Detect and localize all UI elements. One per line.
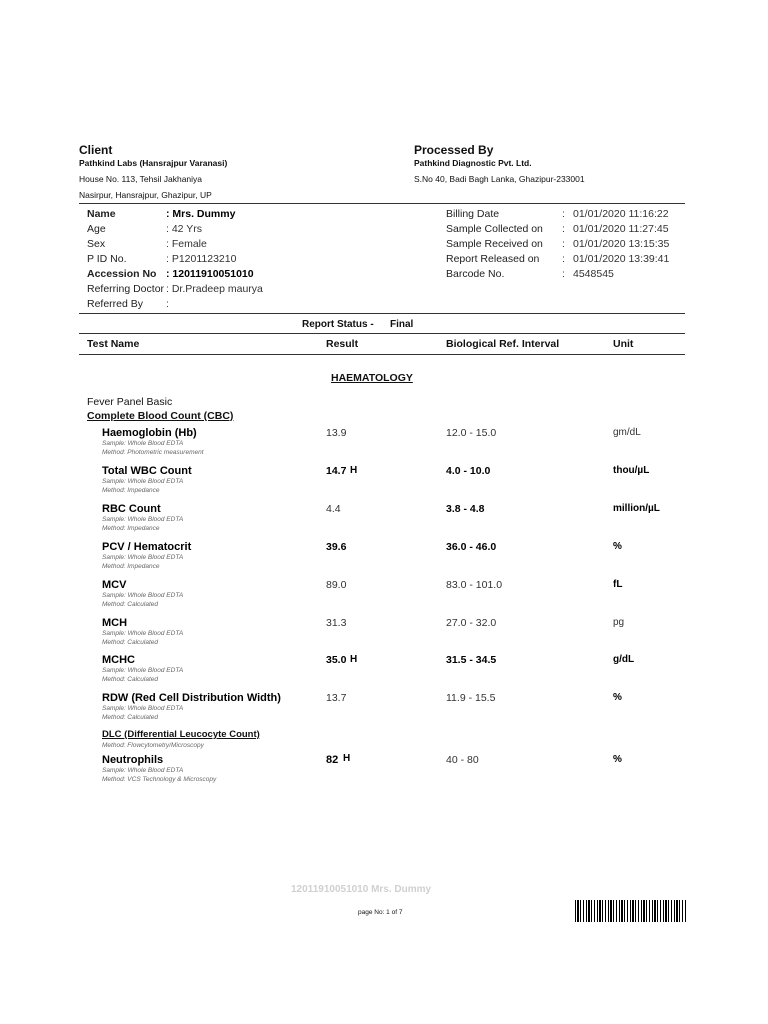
test-sample: Sample: Whole Blood EDTA	[102, 592, 184, 599]
test-row	[102, 503, 702, 539]
test-result: 39.6	[326, 541, 347, 553]
test-sample: Sample: Whole Blood EDTA	[102, 440, 184, 447]
test-unit: fL	[613, 579, 623, 590]
test-ref-range: 36.0 - 46.0	[446, 541, 497, 553]
test-flag-high: H	[350, 654, 358, 665]
processed-by-name: Pathkind Diagnostic Pvt. Ltd.	[414, 158, 532, 168]
test-row	[102, 617, 702, 653]
processed-by-heading: Processed By	[414, 143, 494, 157]
patient-label-sex: Sex	[87, 238, 106, 250]
test-name: Haemoglobin (Hb)	[102, 427, 197, 439]
test-method: Method: Impedance	[102, 487, 160, 494]
test-flag-high: H	[343, 753, 351, 764]
test-name: PCV / Hematocrit	[102, 541, 192, 553]
test-method: Method: Impedance	[102, 525, 160, 532]
test-row	[102, 754, 702, 790]
test-ref-range: 83.0 - 101.0	[446, 579, 503, 591]
test-ref-range: 12.0 - 15.0	[446, 427, 497, 439]
test-name: MCV	[102, 579, 127, 591]
test-sample: Sample: Whole Blood EDTA	[102, 767, 184, 774]
test-ref-range: 11.9 - 15.5	[446, 692, 496, 704]
barcode-no-colon: :	[562, 268, 565, 280]
test-row	[102, 654, 702, 690]
billing-date-label: Billing Date	[446, 208, 500, 220]
sample-collected-value: 01/01/2020 11:27:45	[573, 223, 669, 235]
patient-value-name: : Mrs. Dummy	[166, 208, 236, 220]
billing-date-value: 01/01/2020 11:16:22	[573, 208, 669, 220]
test-name: Neutrophils	[102, 754, 164, 766]
test-unit: pg	[613, 617, 625, 628]
client-address-line2: Nasirpur, Hansrajpur, Ghazipur, UP	[79, 190, 212, 200]
test-row	[102, 579, 702, 615]
test-row	[102, 465, 702, 501]
sample-received-label: Sample Received on	[446, 238, 543, 250]
test-ref-range: 3.8 - 4.8	[446, 503, 485, 515]
test-method: Method: Calculated	[102, 639, 159, 646]
sample-collected-label: Sample Collected on	[446, 223, 543, 235]
test-method: Method: Photometric measurement	[102, 449, 204, 456]
section-title: HAEMATOLOGY	[331, 372, 413, 384]
test-ref-range: 4.0 - 10.0	[446, 465, 491, 477]
test-unit: million/µL	[613, 503, 660, 514]
test-row	[102, 427, 702, 463]
test-name: MCHC	[102, 654, 135, 666]
test-result: 13.7	[326, 692, 347, 704]
test-method: Method: VCS Technology & Microscopy	[102, 776, 217, 783]
sample-received-value: 01/01/2020 13:15:35	[573, 238, 670, 250]
status-divider	[79, 333, 685, 334]
patient-divider	[79, 313, 685, 314]
dlc-title: DLC (Differential Leucocyte Count)	[102, 729, 260, 740]
processed-by-address: S.No 40, Badi Bagh Lanka, Ghazipur-233001	[414, 174, 585, 184]
client-heading: Client	[79, 143, 113, 157]
test-sample: Sample: Whole Blood EDTA	[102, 667, 184, 674]
test-method: Method: Calculated	[102, 714, 159, 721]
barcode-image	[575, 900, 687, 922]
test-method: Method: Calculated	[102, 601, 159, 608]
test-sample: Sample: Whole Blood EDTA	[102, 478, 184, 485]
patient-value-sex: : Female	[166, 238, 207, 250]
patient-label-accession: Accession No	[87, 268, 157, 280]
client-address-line1: House No. 113, Tehsil Jakhaniya	[79, 174, 203, 184]
billing-date-colon: :	[562, 208, 565, 220]
patient-value-pid: : P1201123210	[166, 253, 237, 265]
footer-watermark: 12011910051010 Mrs. Dummy	[291, 884, 432, 895]
column-header-test: Test Name	[87, 338, 140, 350]
patient-label-pid: P ID No.	[87, 253, 127, 265]
test-unit: gm/dL	[613, 427, 641, 438]
test-sample: Sample: Whole Blood EDTA	[102, 705, 184, 712]
subpanel-title: Complete Blood Count (CBC)	[87, 410, 234, 422]
barcode-no-label: Barcode No.	[446, 268, 505, 280]
patient-value-referred-by: :	[166, 298, 169, 310]
client-name: Pathkind Labs (Hansrajpur Varanasi)	[79, 158, 228, 168]
panel-title: Fever Panel Basic	[87, 396, 173, 408]
test-result: 82	[326, 754, 339, 766]
test-row	[102, 692, 702, 728]
test-method: Method: Impedance	[102, 563, 160, 570]
patient-label-referring-doctor: Referring Doctor	[87, 283, 165, 295]
patient-label-age: Age	[87, 223, 106, 235]
test-unit: %	[613, 754, 622, 765]
test-unit: %	[613, 692, 622, 703]
report-status-value: Final	[390, 319, 414, 330]
test-flag-high: H	[350, 465, 358, 476]
test-result: 89.0	[326, 579, 347, 591]
test-result: 31.3	[326, 617, 347, 629]
page-number: page No: 1 of 7	[358, 909, 403, 916]
test-unit: %	[613, 541, 622, 552]
test-row	[102, 541, 702, 577]
patient-value-age: : 42 Yrs	[166, 223, 202, 235]
test-name: Total WBC Count	[102, 465, 192, 477]
header-divider	[79, 203, 685, 204]
test-unit: g/dL	[613, 654, 635, 665]
test-name: MCH	[102, 617, 128, 629]
patient-label-name: Name	[87, 208, 116, 220]
patient-value-accession: : 12011910051010	[166, 268, 254, 280]
test-result: 35.0	[326, 654, 347, 666]
test-result: 4.4	[326, 503, 341, 515]
test-unit: thou/µL	[613, 465, 650, 476]
test-result: 14.7	[326, 465, 347, 477]
test-name: RDW (Red Cell Distribution Width)	[102, 692, 281, 704]
test-sample: Sample: Whole Blood EDTA	[102, 516, 184, 523]
test-method: Method: Calculated	[102, 676, 159, 683]
test-result: 13.9	[326, 427, 347, 439]
patient-value-referring-doctor: : Dr.Pradeep maurya	[166, 283, 263, 295]
report-released-label: Report Released on	[446, 253, 540, 265]
test-sample: Sample: Whole Blood EDTA	[102, 630, 184, 637]
test-ref-range: 31.5 - 34.5	[446, 654, 497, 666]
dlc-method: Method: Flowcytometry/Microscopy	[102, 742, 204, 749]
report-status-label: Report Status -	[302, 319, 374, 330]
test-sample: Sample: Whole Blood EDTA	[102, 554, 184, 561]
barcode-no-value: 4548545	[573, 268, 614, 280]
report-released-value: 01/01/2020 13:39:41	[573, 253, 670, 265]
patient-label-referred-by: Referred By	[87, 298, 144, 310]
sample-received-colon: :	[562, 238, 565, 250]
column-header-ref: Biological Ref. Interval	[446, 338, 560, 350]
column-header-unit: Unit	[613, 338, 634, 350]
test-name: RBC Count	[102, 503, 161, 515]
column-divider	[79, 354, 685, 355]
test-ref-range: 27.0 - 32.0	[446, 617, 497, 629]
sample-collected-colon: :	[562, 223, 565, 235]
report-released-colon: :	[562, 253, 565, 265]
column-header-result: Result	[326, 338, 359, 350]
test-ref-range: 40 - 80	[446, 754, 479, 766]
